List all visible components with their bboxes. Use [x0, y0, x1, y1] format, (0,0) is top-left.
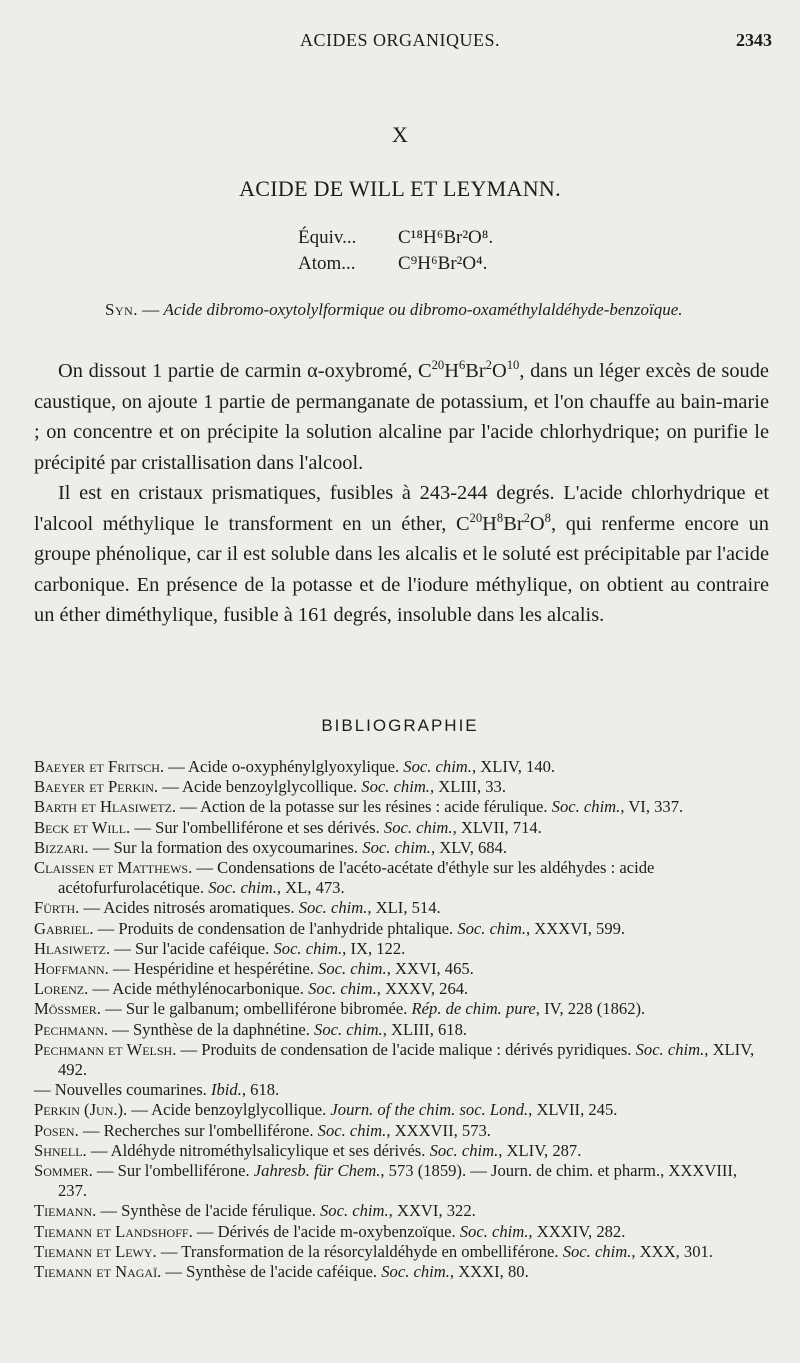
p2-sup-h: 8 [496, 510, 504, 525]
entry-source: Rép. de chim. pure [411, 999, 536, 1019]
entry-title: — Nouvelles coumarines. [34, 1080, 211, 1100]
bibliography-entry [34, 919, 769, 939]
bibliography-entry [34, 979, 769, 999]
entry-reference: , XXXVI, 599. [525, 918, 626, 938]
entry-title: — Acides nitrosés aromatiques. [79, 898, 299, 918]
entry-reference: , XXVI, 322. [388, 1201, 476, 1221]
atom-label: Atom... [298, 253, 356, 274]
p1-sup-c: 20 [431, 357, 445, 372]
entry-reference: , XLIII, 618. [382, 1019, 468, 1039]
bibliography-entry [34, 1040, 769, 1080]
entry-author: Hoffmann. [34, 959, 109, 979]
bibliography-entry [34, 1141, 769, 1161]
entry-reference: , XLIV, 140. [471, 757, 556, 776]
p1-sup-br: 2 [485, 357, 492, 372]
entry-reference: , XLI, 514. [367, 898, 441, 918]
entry-source: Soc. chim. [273, 938, 343, 958]
running-header [0, 30, 800, 54]
p2-sup-o: 8 [544, 510, 551, 525]
entry-reference: , XLV, 684. [430, 837, 508, 857]
entry-source: Soc. chim. [314, 1019, 383, 1039]
chapter-title: ACIDE DE WILL ET LEYMANN. [239, 176, 561, 201]
entry-source: Soc. chim. [383, 817, 453, 837]
bibliography-entry [34, 939, 769, 959]
entry-title: — Produits de condensation de l'acide malique : dérivés pyridiques. [176, 1039, 636, 1059]
entry-source: Soc. chim. [457, 918, 526, 938]
bibliography-entry [34, 1080, 769, 1100]
entry-source: Soc. chim. [362, 837, 431, 857]
page-number: 2343 [736, 30, 772, 50]
entry-source: Soc. chim. [317, 1120, 387, 1140]
entry-reference: , VI, 337. [620, 797, 684, 817]
entry-author: Sommer. [34, 1161, 93, 1181]
entry-author: Perkin (Jun.). [34, 1100, 128, 1120]
entry-reference: , XLIV, 287. [498, 1140, 582, 1160]
entry-title: — Synthèse de la daphnétine. [108, 1019, 315, 1039]
entry-reference: , XXXVII, 573. [386, 1120, 491, 1140]
atom-formula: C⁹H⁶Br²O⁴. [398, 253, 488, 274]
synonym-dash: — [138, 300, 164, 319]
entry-author: Bizzari. [34, 837, 89, 857]
p1-text-a: On dissout 1 partie de carmin α-oxybromé, C [58, 360, 432, 382]
bibliography-entry [34, 1201, 769, 1221]
p1-text-o: O [491, 360, 507, 382]
formula-block [298, 225, 493, 277]
entry-source: Soc. chim. [562, 1241, 632, 1261]
p2-text-br: Br [503, 512, 524, 535]
entry-author: Beck et Will. [34, 817, 131, 837]
p1-text-h: H [444, 360, 459, 382]
entry-author: Hlasiwetz. [34, 938, 111, 958]
entry-reference: , XLVII, 714. [452, 817, 542, 837]
entry-reference: , 618. [241, 1080, 280, 1100]
chapter-number: X [392, 122, 408, 147]
entry-source: Soc. chim. [298, 898, 368, 918]
entry-source: Ibid. [210, 1080, 242, 1100]
entry-reference: , 573 (1859). — Journ. de chim. et pharm., XXXVIII, 237. [58, 1161, 738, 1201]
entry-title: — Transformation de la résorcylaldéhyde en ombelliférone. [156, 1241, 563, 1261]
p2-sup-br: 2 [523, 510, 530, 525]
bibliography-entry [34, 818, 769, 838]
entry-title: — Aldéhyde nitrométhylsalicylique et ses dérivés. [86, 1140, 430, 1160]
entry-author: Barth et Hlasiwetz. [34, 797, 177, 817]
atom-formula-row [298, 251, 493, 277]
entry-author: Pechmann et Welsh. [34, 1039, 177, 1059]
entry-title: — Dérivés de l'acide m-oxybenzoïque. [192, 1221, 460, 1241]
synonym-line [105, 300, 683, 320]
synonym-text: Acide dibromo-oxytolylformique ou dibromo-oxaméthylaldéhyde-benzoïque. [163, 300, 683, 319]
bibliography-entry [34, 999, 769, 1019]
bibliography-entry [34, 1161, 769, 1201]
entry-author: Pechmann. [34, 1019, 109, 1039]
entry-source: Soc. chim. [308, 979, 377, 999]
entry-source: Soc. chim. [551, 797, 621, 817]
entry-title: — Synthèse de l'acide férulique. [96, 1201, 320, 1221]
bibliography-entry [34, 858, 769, 898]
entry-author: Tiemann. [34, 1201, 97, 1221]
entry-author: Baeyer et Fritsch. [34, 757, 165, 776]
entry-source: Journ. of the chim. soc. Lond. [330, 1100, 529, 1120]
entry-title: — Sur l'ombelliférone. [92, 1161, 254, 1181]
entry-title: — Acide o-oxyphénylglyoxylique. [164, 757, 404, 776]
entry-title: — Sur l'acide caféique. [110, 938, 274, 958]
p2-text-h: H [482, 512, 497, 535]
entry-source: Soc. chim. [320, 1201, 389, 1221]
entry-source: Soc. chim. [429, 1140, 499, 1160]
entry-author: Mössmer. [34, 999, 101, 1019]
entry-reference: , XXXV, 264. [376, 979, 469, 999]
equiv-formula: C¹⁸H⁶Br²O⁸. [398, 227, 494, 248]
bibliography-heading: BIBLIOGRAPHIE [321, 716, 479, 735]
entry-reference: , XXXIV, 282. [528, 1221, 626, 1241]
p1-sup-h: 6 [458, 357, 466, 372]
entry-title: — Condensations de l'acéto-acétate d'éthyle sur les aldéhydes : acide acétofurfurolacétique. [58, 858, 655, 898]
entry-title: — Synthèse de l'acide caféique. [161, 1262, 382, 1282]
bibliography-entry [34, 797, 769, 817]
entry-title: — Hespéridine et hespérétine. [108, 959, 319, 979]
bibliography-entry [34, 959, 769, 979]
entry-reference: , IV, 228 (1862). [535, 999, 646, 1019]
entry-source: Jahresb. für Chem. [253, 1161, 381, 1181]
bibliography-entry [34, 777, 769, 797]
paragraph-1 [34, 356, 769, 478]
entry-reference: , XL, 473. [276, 878, 345, 898]
entry-reference: , XXXI, 80. [449, 1262, 529, 1282]
bibliography-entry [34, 1100, 769, 1120]
running-title: ACIDES ORGANIQUES. [300, 30, 501, 50]
entry-title: — Acide méthylénocarbonique. [88, 979, 309, 999]
bibliography-entry [34, 1121, 769, 1141]
entry-title: — Produits de condensation de l'anhydride phtalique. [93, 918, 458, 938]
paragraph-2 [34, 478, 769, 631]
bibliography-entry [34, 1222, 769, 1242]
entry-title: — Acide benzoylglycollique. [158, 777, 362, 797]
entry-reference: , XLVII, 245. [528, 1100, 618, 1120]
entry-reference: , XLIV, 492. [58, 1039, 755, 1080]
p2-text-o: O [529, 512, 545, 535]
entry-author: Shnell. [34, 1140, 87, 1160]
entry-reference: , IX, 122. [342, 938, 406, 958]
p2-text-e: , qui renferme encore un groupe phénolique, car il est soluble dans les alcalis et le soluté est précipitable par l'acide carbonique. En présence de la potasse et de l'iodure méthylique, on obtient au contraire un éther diméthylique, fusible à 161 degrés, insoluble dans les alcalis. [34, 512, 769, 626]
entry-source: Soc. chim. [635, 1039, 705, 1059]
p1-text-br: Br [465, 360, 486, 382]
p2-sup-c: 20 [469, 510, 483, 525]
bibliography-entry [34, 1020, 769, 1040]
entry-title: — Sur l'ombelliférone et ses dérivés. [130, 817, 384, 837]
entry-title: — Action de la potasse sur les résines : acide férulique. [176, 797, 552, 817]
entry-author: Fürth. [34, 898, 80, 918]
entry-author: Lorenz. [34, 979, 89, 999]
bibliography-entry [34, 838, 769, 858]
entry-reference: , XXX, 301. [631, 1241, 713, 1261]
p2-text-a: Il est en cristaux prismatiques, fusibles à 243-244 degrés. L'acide chlorhydrique et l'alcool méthylique le transforment en un éther, C [34, 482, 769, 535]
bibliography-entry [34, 898, 769, 918]
entry-author: Tiemann et Lewy. [34, 1241, 157, 1261]
bibliography-entry [34, 757, 769, 777]
entry-author: Tiemann et Landshoff. [34, 1221, 193, 1241]
entry-reference: , XXVI, 465. [386, 959, 474, 979]
entry-author: Posen. [34, 1120, 79, 1140]
entry-title: — Recherches sur l'ombelliférone. [78, 1120, 318, 1140]
body-text [34, 356, 769, 631]
entry-author: Baeyer et Perkin. [34, 777, 159, 797]
synonym-label: Syn. [105, 300, 139, 319]
entry-author: Tiemann et Nagaï. [34, 1262, 162, 1282]
entry-title: — Sur le galbanum; ombelliférone bibromée. [100, 999, 412, 1019]
entry-source: Soc. chim. [381, 1262, 450, 1282]
p1-text-e: , dans un léger excès de soude caustique, on ajoute 1 partie de permanganate de potassium, et l'on chauffe au bain-marie ; on concentre et on précipite la solution alcaline par l'acide chlorhydrique; on purifie le précipité par cristallisation dans l'alcool. [34, 360, 769, 474]
entry-title: — Acide benzoylglycollique. [127, 1100, 331, 1120]
equiv-label: Équiv... [298, 227, 357, 248]
p1-sup-o: 10 [506, 357, 520, 372]
entry-title: — Sur la formation des oxycoumarines. [88, 837, 363, 857]
entry-source: Soc. chim. [361, 777, 430, 797]
bibliography-entry [34, 1262, 769, 1282]
bibliography-entry [34, 1242, 769, 1262]
entry-source: Soc. chim. [459, 1221, 529, 1241]
entry-author: Claissen et Matthews. [34, 858, 193, 878]
entry-author: Gabriel. [34, 918, 94, 938]
equiv-formula-row [298, 225, 493, 251]
bibliography-list [34, 757, 769, 1282]
entry-reference: , XLIII, 33. [429, 777, 507, 797]
entry-source: Soc. chim. [208, 878, 277, 898]
entry-source: Soc. chim. [403, 757, 472, 776]
entry-source: Soc. chim. [318, 959, 387, 979]
